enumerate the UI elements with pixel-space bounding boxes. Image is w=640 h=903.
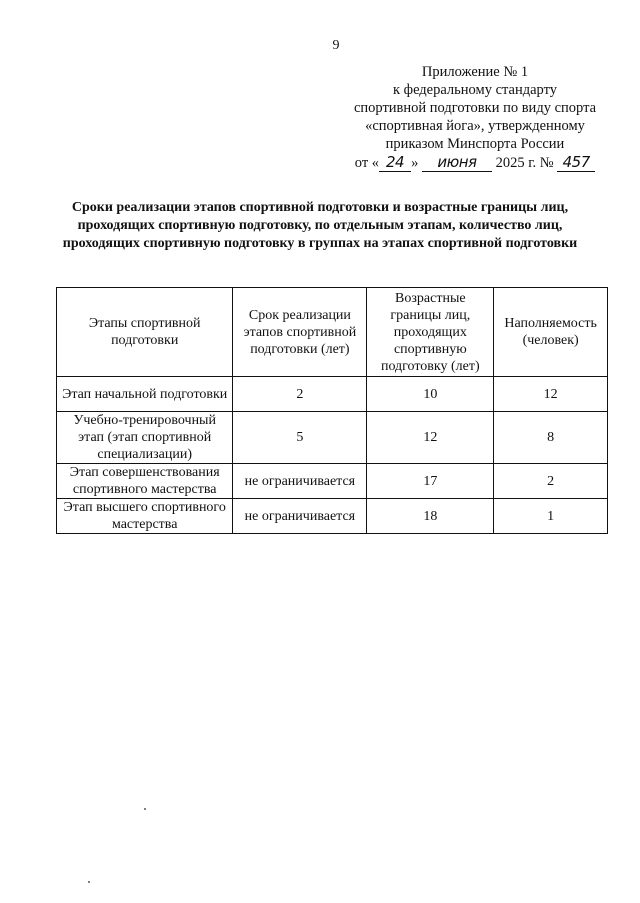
cell-stage: Этап совершенствования спортивного мастерства xyxy=(57,464,233,499)
cell-age: 12 xyxy=(367,412,494,464)
handwritten-order-number: 457 xyxy=(557,153,595,172)
cell-capacity: 1 xyxy=(494,499,608,534)
table-row xyxy=(57,499,608,534)
date-quote-close: » xyxy=(411,155,419,171)
cell-duration: 5 xyxy=(233,412,367,464)
table-row xyxy=(57,412,608,464)
appendix-line-2: к федеральному стандарту xyxy=(393,82,557,98)
appendix-block xyxy=(330,63,620,172)
header-capacity: Наполняемость (человек) xyxy=(494,288,608,377)
scan-speck xyxy=(88,881,90,883)
cell-stage: Этап высшего спортивного мастерства xyxy=(57,499,233,534)
header-age: Возрастные границы лиц, проходящих спортивную подготовку (лет) xyxy=(367,288,494,377)
appendix-line-5: приказом Минспорта России xyxy=(385,136,565,152)
date-prefix: от « xyxy=(354,155,380,171)
appendix-date-line xyxy=(330,153,620,172)
handwritten-day: 24 xyxy=(379,153,411,172)
cell-age: 18 xyxy=(367,499,494,534)
scan-speck xyxy=(144,808,146,810)
cell-duration: не ограничивается xyxy=(233,464,367,499)
cell-age: 17 xyxy=(367,464,494,499)
page-number: 9 xyxy=(332,38,340,53)
table-header-row xyxy=(57,288,608,377)
header-stage: Этапы спортивной подготовки xyxy=(57,288,233,377)
cell-duration: не ограничивается xyxy=(233,499,367,534)
cell-stage: Этап начальной подготовки xyxy=(57,377,233,412)
appendix-line-3: спортивной подготовки по виду спорта xyxy=(353,100,597,116)
cell-duration: 2 xyxy=(233,377,367,412)
header-duration: Срок реализации этапов спортивной подготовки (лет) xyxy=(233,288,367,377)
table-row xyxy=(57,377,608,412)
handwritten-month: июня xyxy=(422,153,492,172)
cell-capacity: 12 xyxy=(494,377,608,412)
cell-stage: Учебно-тренировочный этап (этап спортивной специализации) xyxy=(57,412,233,464)
stages-table xyxy=(56,287,608,534)
appendix-line-1: Приложение № 1 xyxy=(421,64,529,80)
appendix-line-4: «спортивная йога», утвержденному xyxy=(365,118,585,134)
date-year: 2025 г. № xyxy=(495,155,554,171)
table-row xyxy=(57,464,608,499)
cell-age: 10 xyxy=(367,377,494,412)
cell-capacity: 2 xyxy=(494,464,608,499)
document-title: Сроки реализации этапов спортивной подготовки и возрастные границы лиц, проходящих спортивную подготовку, по отдельным этапам, количество лиц, проходящих спортивную подготовку в группах на этапах спортивной подготовки xyxy=(62,200,578,251)
cell-capacity: 8 xyxy=(494,412,608,464)
